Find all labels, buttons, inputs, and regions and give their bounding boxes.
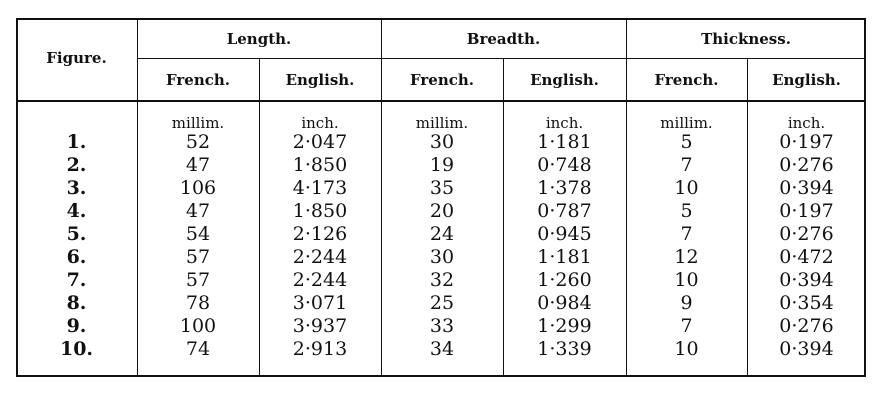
breadth-english: 0·787: [537, 200, 592, 222]
length-french: 106: [179, 177, 217, 199]
header-length: Length.: [226, 30, 292, 48]
breadth-english: 1·339: [537, 338, 592, 360]
figure-number: 5.: [66, 223, 87, 245]
table-row: [0, 223, 891, 246]
thickness-english: 0·394: [779, 269, 834, 291]
thickness-english: 0·276: [779, 223, 834, 245]
thickness-english: 0·276: [779, 154, 834, 176]
thickness-french: 10: [674, 177, 699, 199]
length-french: 57: [185, 246, 211, 268]
thickness-french: 7: [680, 315, 693, 337]
breadth-english: 1·299: [537, 315, 592, 337]
thickness-english: 0·276: [779, 315, 834, 337]
table-row: [0, 246, 891, 269]
unit-length-french: millim.: [171, 114, 225, 132]
table-row: [0, 154, 891, 177]
unit-length-english: inch.: [301, 114, 339, 132]
length-french: 54: [185, 223, 211, 245]
thickness-french: 10: [674, 269, 699, 291]
breadth-french: 33: [429, 315, 455, 337]
table-row: [0, 338, 891, 361]
length-english: 3·071: [292, 292, 348, 314]
breadth-english: 0·945: [537, 223, 592, 245]
length-french: 47: [185, 154, 211, 176]
subheader-thickness-french: French.: [654, 71, 719, 89]
subheader-length-french: French.: [166, 71, 230, 89]
length-english: 2·244: [292, 269, 348, 291]
unit-breadth-french: millim.: [415, 114, 469, 132]
length-english: 2·047: [292, 131, 348, 153]
figure-number: 6.: [66, 246, 87, 268]
breadth-french: 24: [429, 223, 455, 245]
unit-breadth-english: inch.: [545, 114, 584, 132]
figure-number: 3.: [66, 177, 87, 199]
thickness-french: 7: [680, 223, 693, 245]
subheader-length-english: English.: [285, 71, 355, 89]
breadth-english: 0·984: [537, 292, 592, 314]
header-figure: Figure.: [46, 49, 107, 67]
breadth-french: 19: [429, 154, 455, 176]
breadth-french: 20: [429, 200, 455, 222]
breadth-english: 1·181: [537, 131, 592, 153]
header-breadth: Breadth.: [466, 30, 541, 48]
subheader-breadth-french: French.: [410, 71, 474, 89]
thickness-french: 5: [680, 200, 693, 222]
breadth-french: 32: [429, 269, 455, 291]
rule-group-header: [137, 58, 866, 59]
table-row: [0, 200, 891, 223]
table-row: [0, 315, 891, 338]
length-english: 2·126: [292, 223, 348, 245]
breadth-french: 30: [429, 131, 455, 153]
breadth-english: 1·260: [537, 269, 592, 291]
table-row: [0, 131, 891, 154]
length-french: 74: [185, 338, 211, 360]
breadth-english: 1·378: [537, 177, 592, 199]
length-english: 3·937: [292, 315, 348, 337]
thickness-english: 0·394: [779, 338, 834, 360]
breadth-english: 0·748: [537, 154, 592, 176]
thickness-french: 12: [674, 246, 699, 268]
figure-number: 7.: [66, 269, 87, 291]
thickness-french: 10: [674, 338, 699, 360]
thickness-english: 0·472: [779, 246, 834, 268]
length-english: 1·850: [292, 200, 348, 222]
thickness-english: 0·197: [779, 200, 834, 222]
length-french: 100: [179, 315, 217, 337]
length-english: 2·244: [292, 246, 348, 268]
unit-thickness-english: inch.: [787, 114, 826, 132]
figure-number: 9.: [66, 315, 87, 337]
figure-number: 8.: [66, 292, 87, 314]
breadth-french: 34: [429, 338, 455, 360]
thickness-english: 0·354: [779, 292, 834, 314]
figure-number: 1.: [66, 131, 87, 153]
breadth-english: 1·181: [537, 246, 592, 268]
subheader-breadth-english: English.: [530, 71, 599, 89]
length-english: 2·913: [292, 338, 348, 360]
thickness-french: 7: [680, 154, 693, 176]
thickness-french: 5: [680, 131, 693, 153]
thickness-french: 9: [680, 292, 693, 314]
thickness-english: 0·197: [779, 131, 834, 153]
header-thickness: Thickness.: [701, 30, 791, 48]
length-french: 47: [185, 200, 211, 222]
figure-number: 4.: [66, 200, 87, 222]
table-row: [0, 292, 891, 315]
figure-number: 10.: [59, 338, 94, 360]
length-english: 1·850: [292, 154, 348, 176]
subheader-thickness-english: English.: [772, 71, 841, 89]
unit-thickness-french: millim.: [660, 114, 713, 132]
length-french: 52: [185, 131, 211, 153]
breadth-french: 30: [429, 246, 455, 268]
breadth-french: 35: [429, 177, 455, 199]
table-row: [0, 177, 891, 200]
length-french: 78: [185, 292, 211, 314]
thickness-english: 0·394: [779, 177, 834, 199]
table-row: [0, 269, 891, 292]
length-french: 57: [185, 269, 211, 291]
figure-number: 2.: [66, 154, 87, 176]
rule-header-bottom: [16, 100, 866, 102]
length-english: 4·173: [292, 177, 348, 199]
breadth-french: 25: [429, 292, 455, 314]
